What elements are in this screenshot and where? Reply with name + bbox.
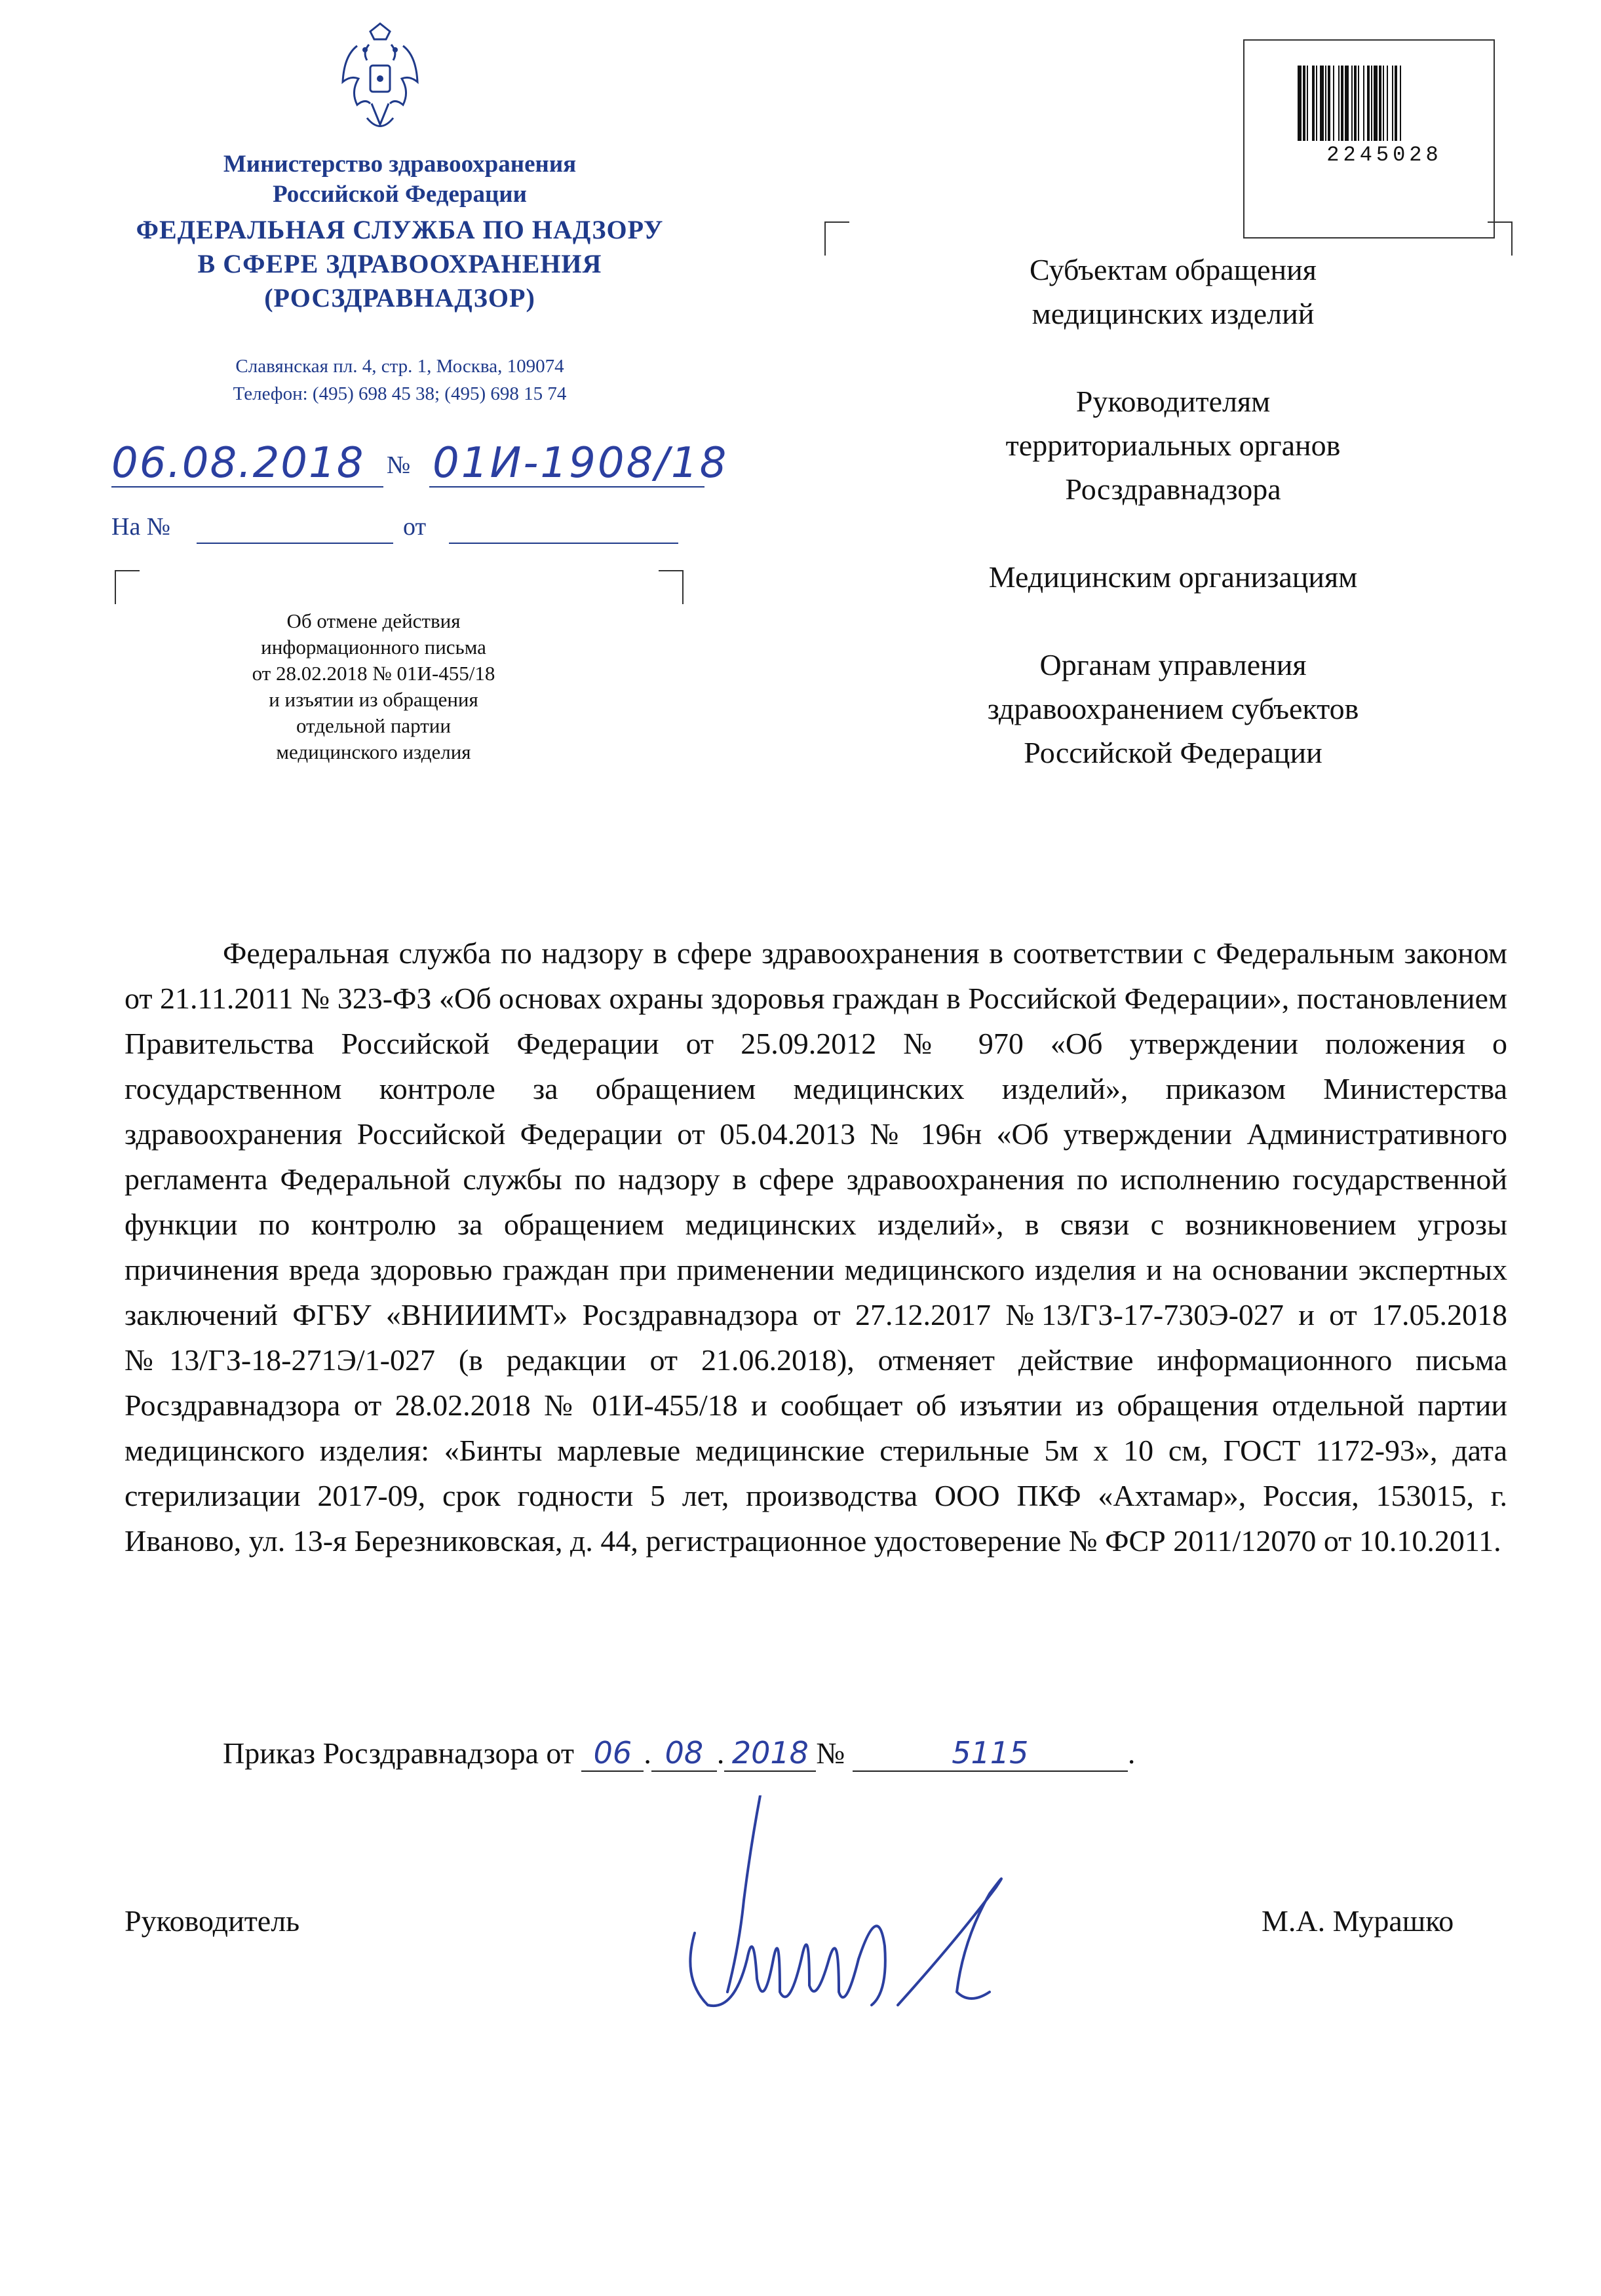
barcode-bar — [1367, 66, 1370, 141]
addressee-block — [839, 248, 1507, 335]
letter-subject — [151, 608, 596, 765]
barcode-bar — [1345, 66, 1349, 141]
coat-of-arms-icon — [331, 20, 429, 138]
number-sign: № — [387, 451, 411, 479]
barcode-bar — [1320, 66, 1324, 141]
order-prefix: Приказ Росздравнадзора от — [223, 1736, 574, 1770]
addressee-list — [839, 248, 1507, 818]
barcode-bar — [1363, 66, 1364, 141]
ministry-line: Российской Федерации — [273, 181, 527, 208]
subject-line: отдельной партии — [296, 714, 451, 737]
subject-line: от 28.02.2018 № 01И-455/18 — [252, 662, 495, 685]
service-line: (РОСЗДРАВНАДЗОР) — [264, 283, 535, 313]
order-month: 08 — [651, 1735, 717, 1772]
barcode-bar — [1312, 66, 1315, 141]
barcode-bar — [1400, 66, 1401, 141]
barcode-bar — [1316, 66, 1317, 141]
order-reference — [223, 1735, 1135, 1772]
service-line: ФЕДЕРАЛЬНАЯ СЛУЖБА ПО НАДЗОРУ — [136, 215, 664, 244]
addressee-line: Органам управления — [1039, 648, 1307, 681]
order-year: 2018 — [724, 1735, 816, 1772]
addressee-line: Российской Федерации — [1024, 736, 1322, 769]
barcode-bar — [1307, 66, 1308, 141]
subject-corner-right — [659, 570, 684, 604]
signatory-title: Руководитель — [125, 1904, 300, 1938]
registration-underline — [429, 486, 704, 488]
barcode-bar — [1338, 66, 1340, 141]
barcode-number: 2245028 — [1326, 143, 1442, 167]
barcode-icon — [1298, 66, 1465, 141]
order-number-sign: № — [816, 1736, 845, 1770]
barcode-bar — [1298, 66, 1302, 141]
address-line: Славянская пл. 4, стр. 1, Москва, 109074 — [235, 356, 564, 377]
addressee-block — [839, 379, 1507, 511]
order-day: 06 — [581, 1735, 644, 1772]
addressee-block — [839, 555, 1507, 599]
barcode-bar — [1379, 66, 1381, 141]
barcode-bar — [1333, 66, 1334, 141]
barcode-bar — [1371, 66, 1372, 141]
barcode-bar — [1358, 66, 1359, 141]
handwritten-signature-icon — [682, 1795, 1049, 2031]
subject-corner-left — [115, 570, 140, 604]
ministry-name — [105, 149, 695, 210]
sender-address — [105, 353, 695, 408]
barcode-bar — [1392, 66, 1393, 141]
reference-date-line — [449, 543, 678, 544]
subject-line: Об отмене действия — [286, 609, 461, 632]
barcode-bar — [1387, 66, 1388, 141]
service-name — [72, 213, 727, 315]
letter-body: Федеральная служба по надзору в сфере здравоохранения в соответствии с Федеральным законом от 21.11.2011 № 323-ФЗ «Об основах охраны здоровья граждан в Российской Федерации», постановлением Правительства Российской Федерации от 25.09.2012 № 970 «Об утверждении положения о государственном контроле за обращением медицинских изделий», приказом Министерства здравоохранения Российской Федерации от 05.04.2013 № 196н «Об утверждении Административного регламента Федеральной службы по надзору в сфере здравоохранения по исполнению государственной функции по контролю за обращением медицинских изделий», в связи с возникновением угрозы причинения вреда здоровью граждан при применении медицинского изделия и на основании экспертных заключений ФГБУ «ВНИИИМТ» Росздравнадзора от 27.12.2017 №13/ГЗ-17-730Э-027 и от 17.05.2018 №13/ГЗ-18-271Э/1-027 (в редакции от 21.06.2018), отменяет действие информационного письма Росздравнадзора от 28.02.2018 № 01И-455/18 и сообщает об изъятии из обращения отдельной партии медицинского изделия: «Бинты марлевые медицинские стерильные 5м х 10 см, ГОСТ 1172-93», дата стерилизации 2017-09, срок годности 5 лет, производства ООО ПКФ «Ахтамар», Россия, 153015, г. Иваново, ул. 13-я Березниковская, д. 44, регистрационное удостоверение № ФСР 2011/12070 от 10.10.2011. — [125, 936, 1507, 1558]
ministry-line: Министерство здравоохранения — [223, 151, 577, 178]
addressee-line: Медицинским организациям — [988, 560, 1358, 594]
addressee-line: здравоохранением субъектов — [987, 692, 1359, 725]
order-dot: . — [716, 1736, 725, 1770]
reference-date-label: от — [403, 513, 427, 541]
barcode-bar — [1395, 66, 1397, 141]
barcode-bar — [1354, 66, 1357, 141]
reference-number-label: На № — [111, 513, 171, 541]
subject-line: и изъятии из обращения — [269, 688, 478, 711]
barcode-bar — [1374, 66, 1378, 141]
service-line: В СФЕРЕ ЗДРАВООХРАНЕНИЯ — [197, 249, 602, 278]
order-number: 5115 — [853, 1735, 1128, 1772]
subject-line: информационного письма — [261, 636, 486, 659]
barcode-bar — [1351, 66, 1353, 141]
registration-number: 01И-1908/18 — [433, 439, 729, 488]
addressee-line: Руководителям — [1075, 385, 1271, 418]
barcode-bar — [1325, 66, 1326, 141]
registration-date: 06.08.2018 — [111, 439, 365, 488]
phone-line: Телефон: (495) 698 45 38; (495) 698 15 74 — [233, 383, 567, 404]
addressee-line: медицинских изделий — [1032, 297, 1315, 330]
barcode-bar — [1303, 66, 1305, 141]
order-end: . — [1127, 1736, 1136, 1770]
subject-line: медицинского изделия — [276, 740, 471, 763]
date-underline — [111, 486, 383, 488]
order-dot: . — [644, 1736, 651, 1770]
addressee-block — [839, 643, 1507, 775]
barcode-bar — [1328, 66, 1330, 141]
addressee-line: Субъектам обращения — [1030, 253, 1317, 286]
barcode-bar — [1383, 66, 1384, 141]
barcode-bar — [1341, 66, 1343, 141]
addressee-line: Росздравнадзора — [1065, 472, 1281, 506]
addressee-line: территориальных органов — [1005, 429, 1341, 462]
reference-number-line — [197, 543, 393, 544]
signatory-name: М.А. Мурашко — [1262, 1904, 1454, 1938]
